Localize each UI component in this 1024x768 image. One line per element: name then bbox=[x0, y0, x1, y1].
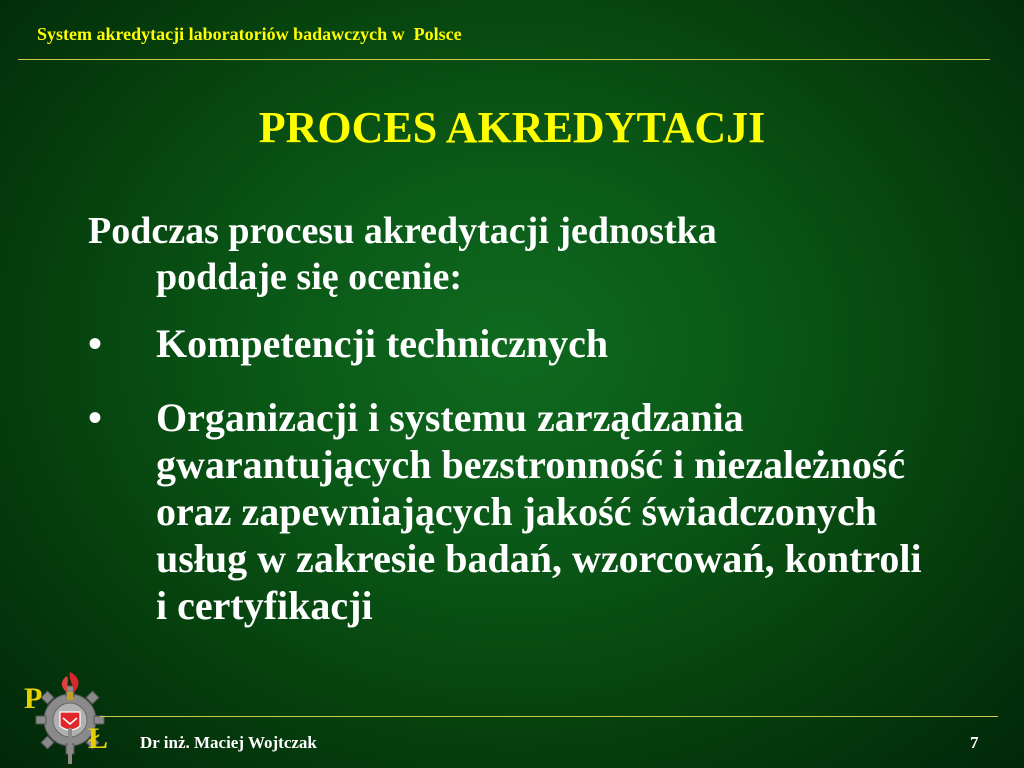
footer-author: Dr inż. Maciej Wojtczak bbox=[140, 733, 317, 752]
university-logo-icon bbox=[20, 668, 120, 768]
svg-text:P: P bbox=[24, 682, 43, 715]
header-divider bbox=[18, 59, 990, 60]
bullet-marker: • bbox=[88, 395, 103, 440]
header-text: System akredytacji laboratoriów badawczych w Polsce bbox=[37, 24, 462, 44]
footer-divider bbox=[100, 716, 998, 717]
slide-title: PROCES AKREDYTACJI bbox=[258, 103, 766, 152]
intro-paragraph bbox=[88, 208, 888, 300]
bullet-marker: • bbox=[88, 321, 103, 366]
intro-line-2: poddaje się ocenie: bbox=[156, 256, 463, 298]
bullet-text: Kompetencji technicznych bbox=[156, 321, 609, 366]
svg-text:Ł: Ł bbox=[88, 722, 109, 755]
bullet-text: Organizacji i systemu zarządzania gwarantujących bezstronność i niezależność oraz zapewniających jakość świadczonych usług w zakresie badań, wzorcowań, kontroli i certyfikacji bbox=[156, 395, 922, 628]
intro-line-1: Podczas procesu akredytacji jednostka bbox=[88, 210, 717, 252]
page-number: 7 bbox=[970, 733, 979, 752]
